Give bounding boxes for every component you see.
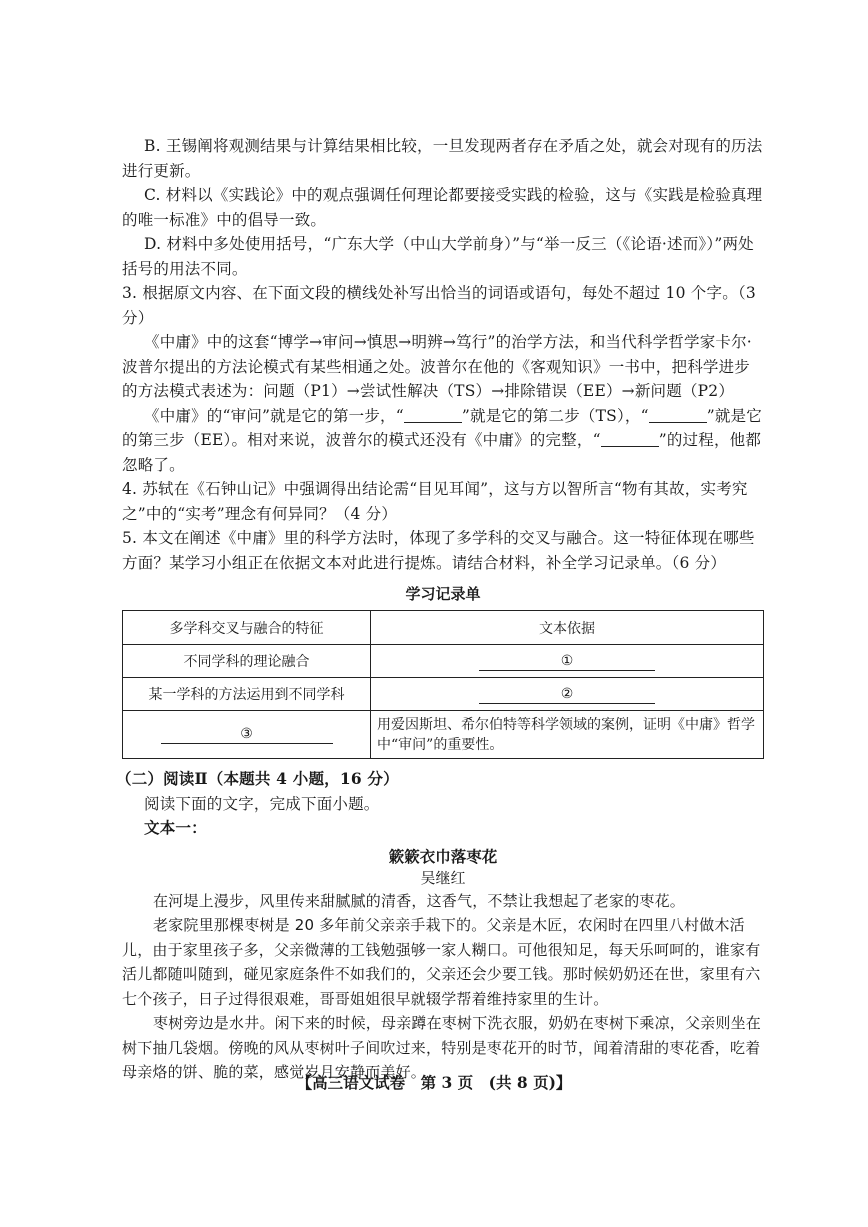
answer-blank-3[interactable]: ③ bbox=[161, 725, 333, 744]
page-content bbox=[116, 134, 764, 1085]
row3-feature-cell bbox=[123, 711, 371, 759]
answer-blank-1[interactable]: ① bbox=[479, 652, 655, 671]
option-c: C. 材料以《实践论》中的观点强调任何理论都要接受实践的检验，这与《实践是检验真理的唯一标准》中的倡导一致。 bbox=[122, 186, 763, 229]
answer-blank-2[interactable]: ② bbox=[479, 685, 655, 704]
question-3-paragraph-2 bbox=[122, 404, 764, 478]
table-row bbox=[123, 711, 764, 759]
essay-body bbox=[122, 889, 764, 1085]
record-table-title: 学习记录单 bbox=[405, 585, 481, 603]
text-one-label: 文本一： bbox=[144, 818, 207, 837]
question-3-prompt: 3. 根据原文内容、在下面文段的横线处补写出恰当的词语或语句，每处不超过 10 个字。（3 分） bbox=[122, 284, 756, 327]
fill-blank-3[interactable] bbox=[601, 430, 659, 447]
essay-title: 簌簌衣巾落枣花 bbox=[388, 846, 498, 866]
q3-text-a: 《中庸》的“审问”就是它的第一步，“ bbox=[144, 406, 404, 425]
fill-blank-2[interactable] bbox=[649, 406, 707, 423]
table-header-row bbox=[123, 611, 764, 645]
header-feature: 多学科交叉与融合的特征 bbox=[123, 611, 371, 645]
table-row bbox=[123, 645, 764, 678]
fill-blank-1[interactable] bbox=[404, 406, 462, 423]
table-row bbox=[123, 678, 764, 711]
row2-evidence-cell bbox=[371, 678, 764, 711]
row1-evidence-cell bbox=[371, 645, 764, 678]
essay-paragraph-3: 枣树旁边是水井。闲下来的时候，母亲蹲在枣树下洗衣服，奶奶在枣树下乘凉，父亲则坐在树下抽几袋烟。傍晚的风从枣树叶子间吹过来，特别是枣花开的时节，闻着清甜的枣花香，吃着母亲烙的饼、脆的菜，感觉岁月安静而美好。 bbox=[122, 1014, 762, 1081]
header-evidence: 文本依据 bbox=[371, 611, 764, 645]
row3-evidence: 用爱因斯坦、希尔伯特等科学领域的案例，证明《中庸》哲学中“审问”的重要性。 bbox=[371, 711, 764, 759]
question-5-prompt: 5. 本文在阐述《中庸》里的科学方法时，体现了多学科的交叉与融合。这一特征体现在哪些方面？某学习小组正在依据文本对此进行提炼。请结合材料，补全学习记录单。（6 分） bbox=[122, 529, 755, 572]
section-2-instruction: 阅读下面的文字，完成下面小题。 bbox=[144, 794, 380, 813]
q3-text-b: ”就是它的第二步（TS），“ bbox=[461, 406, 649, 425]
row1-feature: 不同学科的理论融合 bbox=[123, 645, 371, 678]
record-table bbox=[122, 610, 764, 759]
row2-feature: 某一学科的方法运用到不同学科 bbox=[123, 678, 371, 711]
question-3-paragraph-1: 《中庸》中的这套“博学→审问→慎思→明辨→笃行”的治学方法，和当代科学哲学家卡尔·波普尔提出的方法论模式有某些相通之处。波普尔在他的《客观知识》一书中，把科学进步的方法模式表述为：问题（P1）→尝试性解决（TS）→排除错误（EE）→新问题（P2） bbox=[122, 333, 752, 400]
question-4-prompt: 4. 苏轼在《石钟山记》中强调得出结论需“目见耳闻”，这与方以智所言“物有其故，实考究之”中的“实考”理念有何异同？（4 分） bbox=[122, 480, 748, 523]
q3-text-c: ”就是它的第三步（EE）。相对来说，波普尔的模式还没有《中庸》的完整，“ bbox=[122, 406, 762, 449]
q3-text-d: ”的过程，他都忽略了。 bbox=[122, 431, 762, 474]
option-b: B. 王锡阐将观测结果与计算结果相比较，一旦发现两者存在矛盾之处，就会对现有的历法进行更新。 bbox=[122, 137, 763, 180]
section-2-heading: （二）阅读Ⅱ（本题共 4 小题，16 分） bbox=[116, 769, 399, 788]
essay-paragraph-1: 在河堤上漫步，风里传来甜腻腻的清香，这香气，不禁让我想起了老家的枣花。 bbox=[153, 891, 686, 910]
essay-author: 吴继红 bbox=[420, 868, 466, 887]
page-footer: 【高三语文试卷 第 3 页 (共 8 页)】 bbox=[296, 1073, 572, 1092]
essay-paragraph-2: 老家院里那棵枣树是 20 多年前父亲亲手栽下的。父亲是木匠，农闲时在四里八村做木活儿，由于家里孩子多，父亲微薄的工钱勉强够一家人糊口。可他很知足，每天乐呵呵的，谁家有活儿都随叫随到，碰见家庭条件不如我们的，父亲还会少要工钱。那时候奶奶还在世，家里有六七个孩子，日子过得很艰难，哥哥姐姐很早就辍学帮着维持家里的生计。 bbox=[122, 916, 761, 1008]
option-d: D. 材料中多处使用括号，“广东大学（中山大学前身）”与“举一反三（《论语·述而》）”两处括号的用法不同。 bbox=[122, 235, 754, 278]
